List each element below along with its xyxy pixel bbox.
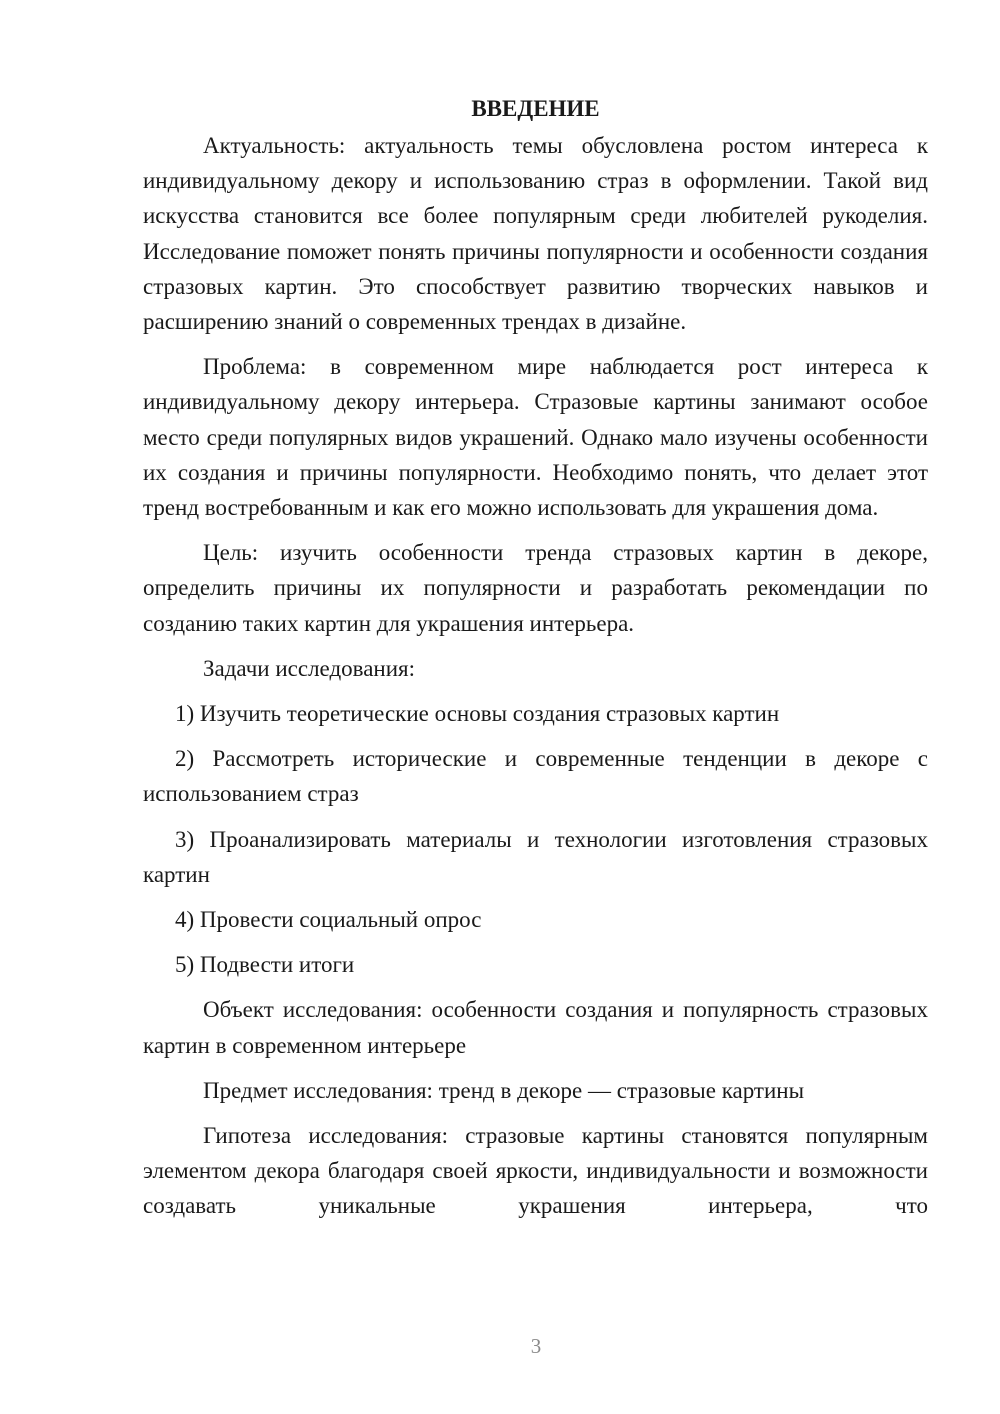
tasks-heading: Задачи исследования: <box>203 655 416 681</box>
object-paragraph: Объект исследования: особенности создания и популярность стразовых картин в современном интерьере <box>143 997 928 1058</box>
task-item-5: 5) Подвести итоги <box>175 952 355 978</box>
task-item-3: 3) Проанализировать материалы и технологии изготовления стразовых картин <box>143 826 928 887</box>
document-page <box>143 92 928 1234</box>
goal-paragraph: Цель: изучить особенности тренда стразовых картин в декоре, определить причины их популярности и разработать рекомендации по созданию таких картин для украшения интерьера. <box>143 540 928 636</box>
task-item-4: 4) Провести социальный опрос <box>175 907 482 933</box>
problem-paragraph: Проблема: в современном мире наблюдается рост интереса к индивидуальному декору интерьера. Стразовые картины занимают особое место среди популярных видов украшений. Однако мало изучены особенности их создания и причины популярности. Необходимо понять, что делает этот тренд востребованным и как его можно использовать для украшения дома. <box>143 354 928 521</box>
section-heading: ВВЕДЕНИЕ <box>471 96 600 121</box>
task-item-1: 1) Изучить теоретические основы создания стразовых картин <box>175 701 780 727</box>
page-number: 3 <box>530 1334 542 1358</box>
subject-paragraph: Предмет исследования: тренд в декоре — стразовые картины <box>203 1077 805 1103</box>
hypothesis-paragraph: Гипотеза исследования: стразовые картины становятся популярным элементом декора благодаря своей яркости, индивидуальности и возможности создавать уникальные украшения интерьера, что <box>143 1123 928 1219</box>
task-item-2: 2) Рассмотреть исторические и современные тенденции в декоре с использованием страз <box>143 746 928 807</box>
relevance-paragraph: Актуальность: актуальность темы обусловлена ростом интереса к индивидуальному декору и использованию страз в оформлении. Такой вид искусства становится все более популярным среди любителей рукоделия. Исследование поможет понять причины популярности и особенности создания стразовых картин. Это способствует развитию творческих навыков и расширению знаний о современных трендах в дизайне. <box>143 133 928 335</box>
